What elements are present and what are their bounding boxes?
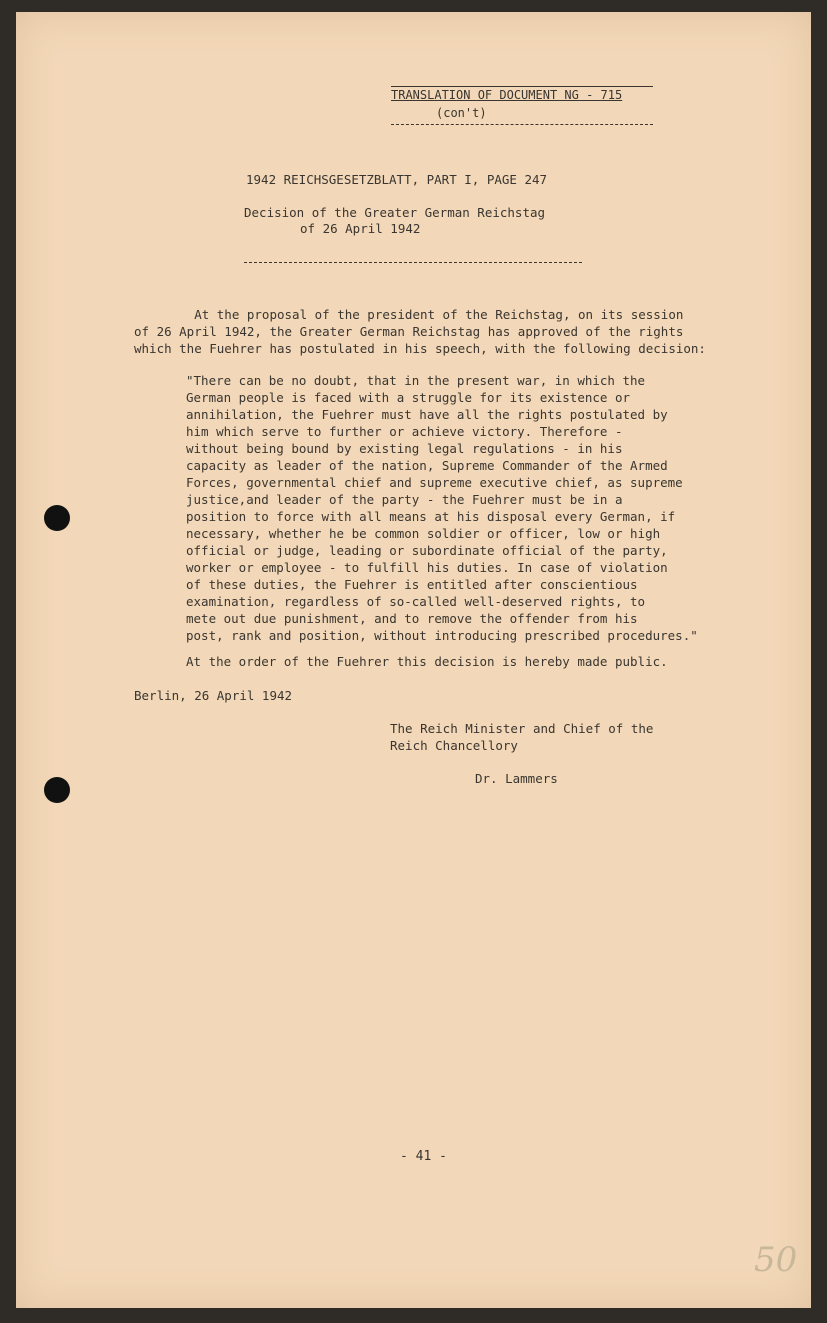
quoted-decision: "There can be no doubt, that in the present war, in which the German people is faced with a struggle for its existence or annihilation, the Fuehrer must have all the rights postulated by him which serve to further or achieve victory. Therefore - without being bound by existing legal regulations - in his capacity as leader of the nation, Supreme Commander of the Armed Forces, governmental chief and supreme executive chief, as supreme justice,and leader of the party - the Fuehrer must be in a position to force with all means at his disposal every German, if necessary, whether he be common soldier or officer, low or high official or judge, leading or subordinate official of the party, worker or employee - to fulfill his duties. In case of violation of these duties, the Fuehrer is entitled after conscientious examination, regardless of so-called well-deserved rights, to mete out due punishment, and to remove the offender from his post, rank and position, without introducing prescribed procedures.": [186, 373, 698, 643]
signature-title: The Reich Minister and Chief of the Reich Chancellory: [390, 721, 654, 753]
intro-paragraph: At the proposal of the president of the Reichstag, on its session of 26 April 1942, the Greater German Reichstag has approved of the rights which the Fuehrer has postulated in his speech, with the following decision:: [134, 307, 706, 356]
header-top-rule: [391, 86, 653, 87]
translation-header: TRANSLATION OF DOCUMENT NG - 715: [391, 88, 623, 102]
title-divider: [244, 262, 582, 263]
punch-hole-bottom: [44, 777, 70, 803]
page-number: - 41 -: [400, 1149, 447, 1164]
closing-sentence: At the order of the Fuehrer this decision is hereby made public.: [186, 654, 668, 669]
document-title: 1942 REICHSGESETZBLATT, PART I, PAGE 247: [246, 172, 548, 187]
document-page: [16, 12, 811, 1308]
punch-hole-top: [44, 505, 70, 531]
header-bottom-rule: [391, 124, 653, 125]
signature-name: Dr. Lammers: [475, 771, 558, 786]
document-subtitle-line2: of 26 April 1942: [300, 221, 421, 236]
document-subtitle-line1: Decision of the Greater German Reichstag: [244, 205, 546, 220]
handwritten-page-number: 50: [754, 1240, 798, 1280]
translation-header-continued: (con't): [436, 106, 487, 120]
dateline: Berlin, 26 April 1942: [134, 688, 293, 703]
